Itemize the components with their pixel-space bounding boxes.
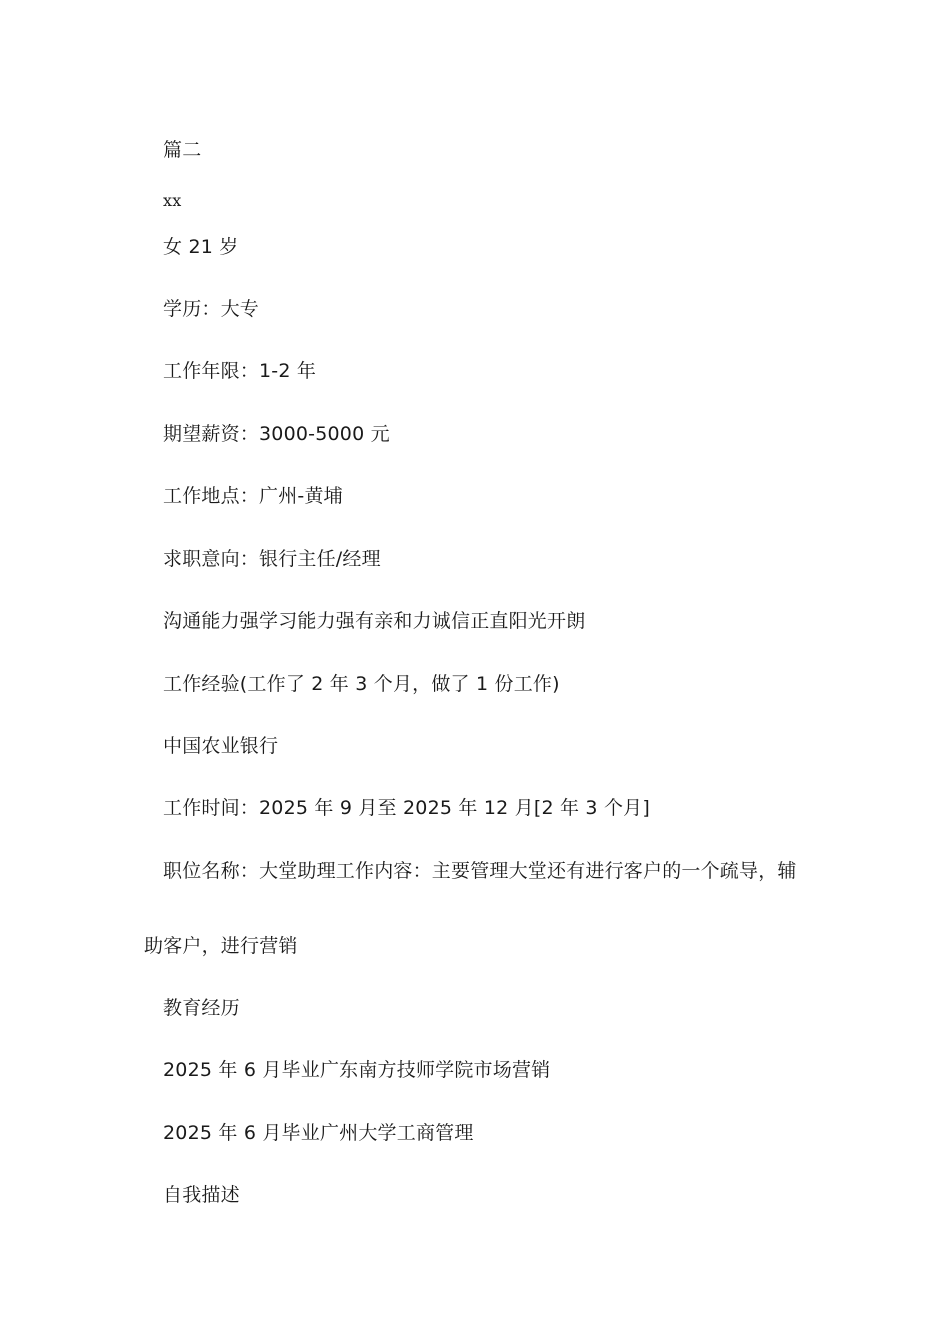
company-name: 中国农业银行 [163,735,279,757]
education-header: 教育经历 [163,997,240,1019]
education-item: 2025 年 6 月毕业广州大学工商管理 [163,1122,474,1144]
work-location: 工作地点：广州-黄埔 [163,485,343,507]
personal-traits: 沟通能力强学习能力强有亲和力诚信正直阳光开朗 [163,610,586,632]
education-item: 2025 年 6 月毕业广东南方技师学院市场营销 [163,1059,551,1081]
self-description-header: 自我描述 [163,1184,240,1206]
candidate-name: xx [163,191,182,210]
gender-age: 女 21 岁 [163,236,239,258]
expected-salary: 期望薪资：3000-5000 元 [163,423,390,445]
work-years: 工作年限：1-2 年 [163,360,317,382]
position-description-continued: 助客户，进行营销 [144,935,298,957]
job-intention: 求职意向：银行主任/经理 [163,548,381,570]
section-heading: 篇二 [163,139,202,161]
position-description: 职位名称：大堂助理工作内容：主要管理大堂还有进行客户的一个疏导，辅 [163,860,797,882]
education-level: 学历：大专 [163,298,260,320]
work-time: 工作时间：2025 年 9 月至 2025 年 12 月[2 年 3 个月] [163,797,650,819]
experience-header: 工作经验(工作了 2 年 3 个月，做了 1 份工作) [163,673,560,695]
